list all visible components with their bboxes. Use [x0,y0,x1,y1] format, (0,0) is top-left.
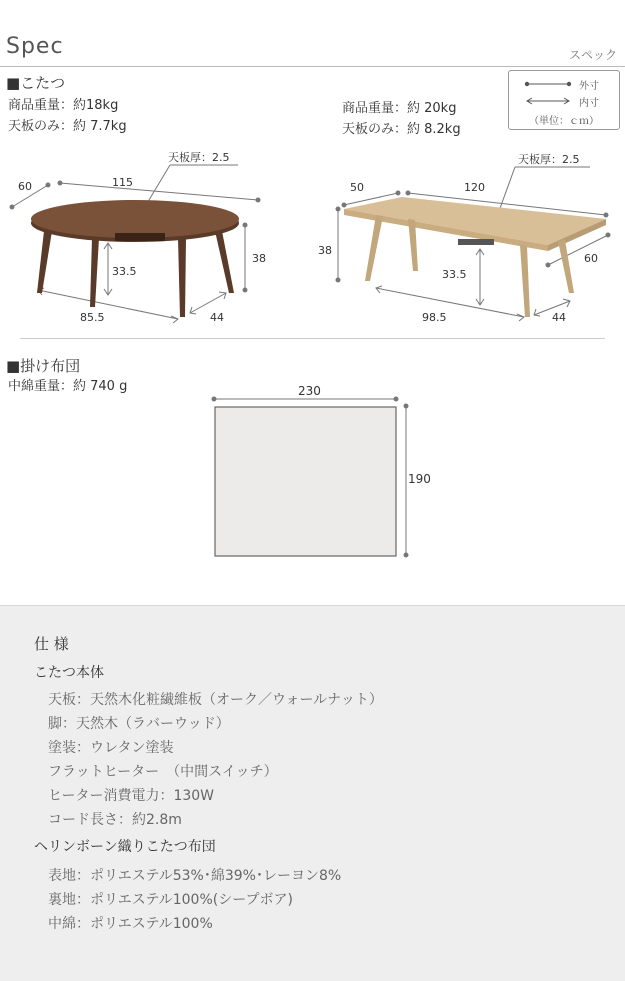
kotatsu-spec-title: こたつ本体 [34,665,104,681]
left-top-weight: 天板のみ：約 7.7kg [8,119,127,134]
header-divider [0,66,625,67]
right-depth-side-label: 60 [584,252,598,265]
futon-weight: 中綿重量：約 740 g [8,379,128,394]
left-depth-top-label: 60 [18,180,32,193]
left-thickness-label: 天板厚：2.5 [168,151,230,164]
right-thickness-label: 天板厚：2.5 [518,153,580,166]
left-clearance-label: 33.5 [112,265,137,278]
left-width-inner-label: 85.5 [80,311,105,324]
legend-unit: （単位：ｃｍ） [529,116,599,127]
walnut-table-diagram [0,145,300,335]
section-divider [20,338,605,339]
right-width-top-label: 120 [464,181,485,194]
oak-table-icon [344,197,606,317]
right-depth-inner-label: 44 [552,311,566,324]
spec-item: 天板：天然木化粧繊維板（オーク／ウォールナット） [48,692,383,708]
legend-arrows-icon [523,78,573,108]
specs-title: 仕 様 [34,635,69,653]
left-weights [8,95,127,137]
legend-inner-label: 内寸 [579,98,599,109]
spec-item: コード長さ：約2.8m [48,812,182,828]
page-title: Spec [6,34,64,59]
right-product-weight: 商品重量：約 20kg [342,101,457,116]
right-clearance-label: 33.5 [442,268,467,281]
futon-spec-title: ヘリンボーン織りこたつ布団 [34,839,216,855]
spec-item: 表地：ポリエステル53%･綿39%･レーヨン8% [48,868,342,884]
spec-item: ヒーター消費電力：130W [48,788,215,804]
futon-shape [215,407,396,556]
page-subtitle: スペック [568,48,617,62]
left-height-label: 38 [252,252,266,265]
walnut-table-icon [31,200,239,317]
futon-heading: ■掛け布団 [6,357,81,375]
right-width-inner-label: 98.5 [422,311,447,324]
kotatsu-heading: ■こたつ [6,74,66,92]
right-depth-top-label: 50 [350,181,364,194]
futon-width-label: 230 [298,384,321,398]
futon-diagram [200,380,450,565]
spec-item: フラットヒーター （中間スイッチ） [48,764,278,780]
left-depth-inner-label: 44 [210,311,224,324]
spec-item: 塗装：ウレタン塗装 [48,740,174,756]
left-width-top-label: 115 [112,176,133,189]
legend-outer-label: 外寸 [579,81,599,92]
futon-height-label: 190 [408,472,431,486]
right-top-weight: 天板のみ：約 8.2kg [342,122,461,137]
spec-item: 脚：天然木（ラバーウッド） [48,716,230,732]
right-weights [342,98,461,140]
oak-table-diagram [310,145,625,335]
left-product-weight: 商品重量：約18kg [8,98,119,113]
right-height-label: 38 [318,244,332,257]
dimension-legend [508,70,620,130]
spec-item: 中綿：ポリエステル100% [48,916,213,932]
spec-item: 裏地：ポリエステル100%(シープボア) [48,892,293,908]
